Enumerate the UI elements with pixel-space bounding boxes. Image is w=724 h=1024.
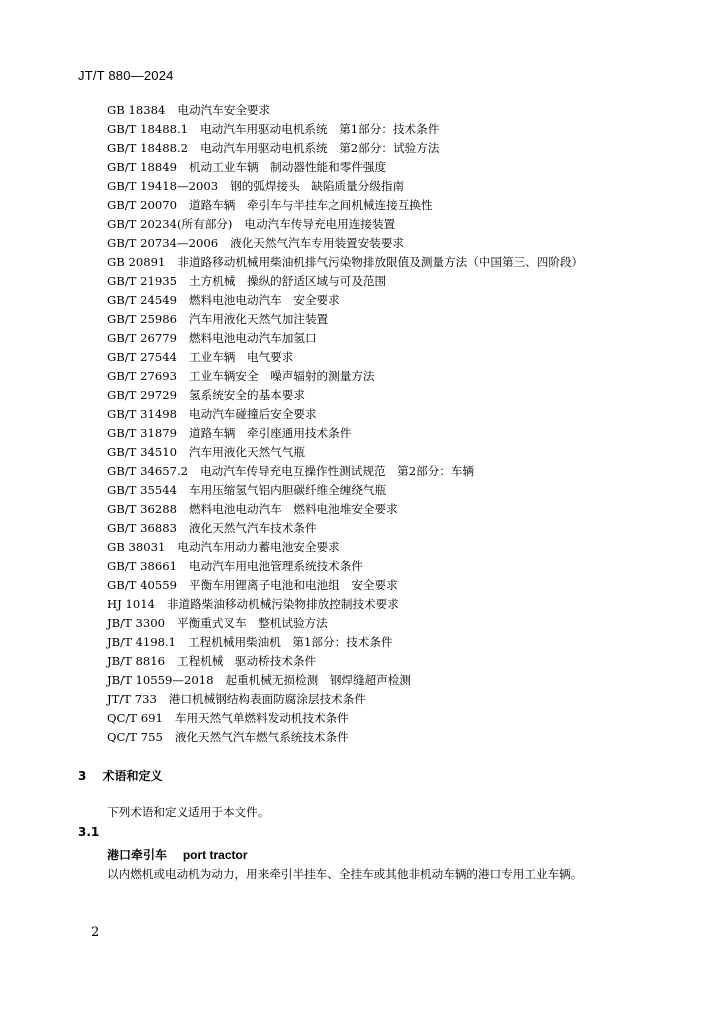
reference-item (107, 272, 583, 291)
reference-title: 道路车辆 牵引座通用技术条件 (189, 426, 352, 440)
reference-title: 工程机械 驱动桥技术条件 (177, 654, 317, 668)
term-name-zh: 港口牵引车 (107, 848, 168, 862)
normative-references-list (107, 101, 583, 747)
reference-item (107, 595, 583, 614)
reference-item (107, 500, 583, 519)
term-title (107, 846, 248, 863)
reference-code: GB/T 38661 (107, 559, 177, 573)
reference-code: GB/T 34657.2 (107, 464, 189, 478)
term-definition: 以内燃机或电动机为动力，用来牵引半挂车、全挂车或其他非机动车辆的港口专用工业车辆。 (107, 867, 583, 881)
reference-title: 燃料电池电动汽车加氢口 (189, 331, 317, 345)
reference-code: JB/T 3300 (107, 616, 165, 630)
reference-code: GB/T 34510 (107, 445, 177, 459)
reference-code: GB/T 29729 (107, 388, 177, 402)
reference-code: GB/T 31498 (107, 407, 177, 421)
reference-code: QC/T 691 (107, 711, 163, 725)
reference-title: 电动汽车用驱动电机系统 第1部分：技术条件 (200, 122, 440, 136)
reference-item (107, 633, 583, 652)
reference-item (107, 576, 583, 595)
reference-item (107, 310, 583, 329)
reference-title: 港口机械钢结构表面防腐涂层技术条件 (168, 692, 366, 706)
section-heading (78, 767, 163, 784)
reference-title: 平衡重式叉车 整机试验方法 (177, 616, 328, 630)
section-intro: 下列术语和定义适用于本文件。 (107, 805, 270, 819)
reference-code: GB/T 40559 (107, 578, 177, 592)
reference-title: 液化天然气汽车专用装置安装要求 (230, 236, 405, 250)
reference-code: GB/T 27693 (107, 369, 177, 383)
reference-title: 氢系统安全的基本要求 (189, 388, 305, 402)
standard-code-header: JT/T 880—2024 (78, 68, 174, 83)
reference-title: 非道路移动机械用柴油机排气污染物排放限值及测量方法（中国第三、四阶段） (177, 255, 584, 269)
reference-code: GB/T 36883 (107, 521, 177, 535)
reference-code: GB 38031 (107, 540, 166, 554)
reference-title: 电动汽车用电池管理系统技术条件 (189, 559, 363, 573)
reference-title: 电动汽车用驱动电机系统 第2部分：试验方法 (200, 141, 440, 155)
reference-item (107, 462, 583, 481)
reference-item (107, 519, 583, 538)
reference-code: GB/T 18488.2 (107, 141, 189, 155)
reference-code: GB/T 20070 (107, 198, 177, 212)
reference-title: 电动汽车用动力蓄电池安全要求 (177, 540, 340, 554)
reference-item (107, 196, 583, 215)
reference-item (107, 291, 583, 310)
reference-item (107, 538, 583, 557)
reference-code: GB/T 19418—2003 (107, 179, 219, 193)
reference-title: 车用压缩氢气铝内胆碳纤维全缠绕气瓶 (189, 483, 387, 497)
reference-item (107, 120, 583, 139)
reference-item (107, 253, 583, 272)
reference-code: GB/T 36288 (107, 502, 177, 516)
reference-title: 车用天然气单燃料发动机技术条件 (174, 711, 349, 725)
reference-item (107, 405, 583, 424)
reference-title: 机动工业车辆 制动器性能和零件强度 (189, 160, 387, 174)
term-number: 3.1 (78, 825, 100, 839)
reference-code: JB/T 10559—2018 (107, 673, 214, 687)
term-name-en: port tractor (182, 848, 248, 862)
reference-item (107, 690, 583, 709)
reference-item (107, 557, 583, 576)
reference-code: HJ 1014 (107, 597, 155, 611)
reference-title: 电动汽车碰撞后安全要求 (189, 407, 317, 421)
reference-item (107, 652, 583, 671)
reference-title: 燃料电池电动汽车 燃料电池堆安全要求 (189, 502, 398, 516)
reference-title: 汽车用液化天然气气瓶 (189, 445, 305, 459)
reference-title: 道路车辆 牵引车与半挂车之间机械连接互换性 (189, 198, 433, 212)
reference-code: GB/T 31879 (107, 426, 177, 440)
reference-code: GB/T 18849 (107, 160, 177, 174)
reference-item (107, 215, 583, 234)
reference-code: JT/T 733 (107, 692, 157, 706)
reference-code: GB/T 25986 (107, 312, 177, 326)
reference-item (107, 158, 583, 177)
reference-code: GB 18384 (107, 103, 166, 117)
reference-code: QC/T 755 (107, 730, 163, 744)
reference-code: GB/T 24549 (107, 293, 177, 307)
reference-title: 工程机械用柴油机 第1部分：技术条件 (188, 635, 393, 649)
reference-code: GB/T 21935 (107, 274, 177, 288)
reference-title: 平衡车用锂离子电池和电池组 安全要求 (189, 578, 398, 592)
page-number: 2 (91, 925, 100, 940)
reference-title: 电动汽车安全要求 (177, 103, 271, 117)
reference-item (107, 443, 583, 462)
reference-title: 土方机械 操纵的舒适区域与可及范围 (189, 274, 387, 288)
reference-code: JB/T 4198.1 (107, 635, 177, 649)
reference-item (107, 367, 583, 386)
reference-title: 工业车辆 电气要求 (189, 350, 294, 364)
reference-code: GB 20891 (107, 255, 166, 269)
section-number: 3 (78, 769, 87, 783)
reference-title: 电动汽车传导充电用连接装置 (244, 217, 396, 231)
reference-code: JB/T 8816 (107, 654, 165, 668)
reference-code: GB/T 26779 (107, 331, 177, 345)
reference-item (107, 728, 583, 747)
reference-title: 工业车辆安全 噪声辐射的测量方法 (189, 369, 375, 383)
reference-code: GB/T 20734—2006 (107, 236, 219, 250)
reference-item (107, 424, 583, 443)
reference-item (107, 386, 583, 405)
reference-title: 起重机械无损检测 钢焊缝超声检测 (225, 673, 411, 687)
reference-item (107, 481, 583, 500)
reference-code: GB/T 35544 (107, 483, 177, 497)
reference-item (107, 709, 583, 728)
reference-title: 液化天然气汽车技术条件 (189, 521, 317, 535)
reference-title: 燃料电池电动汽车 安全要求 (189, 293, 340, 307)
reference-item (107, 234, 583, 253)
reference-item (107, 329, 583, 348)
reference-item (107, 348, 583, 367)
reference-title: 电动汽车传导充电互操作性测试规范 第2部分：车辆 (200, 464, 475, 478)
reference-item (107, 177, 583, 196)
reference-code: GB/T 27544 (107, 350, 177, 364)
reference-title: 非道路柴油移动机械污染物排放控制技术要求 (166, 597, 399, 611)
reference-title: 钢的弧焊接头 缺陷质量分级指南 (230, 179, 405, 193)
reference-item (107, 139, 583, 158)
reference-title: 液化天然气汽车燃气系统技术条件 (174, 730, 349, 744)
reference-item (107, 101, 583, 120)
reference-item (107, 614, 583, 633)
reference-title: 汽车用液化天然气加注装置 (189, 312, 329, 326)
reference-code: GB/T 20234(所有部分) (107, 217, 233, 231)
reference-code: GB/T 18488.1 (107, 122, 189, 136)
section-title: 术语和定义 (102, 769, 163, 783)
reference-item (107, 671, 583, 690)
